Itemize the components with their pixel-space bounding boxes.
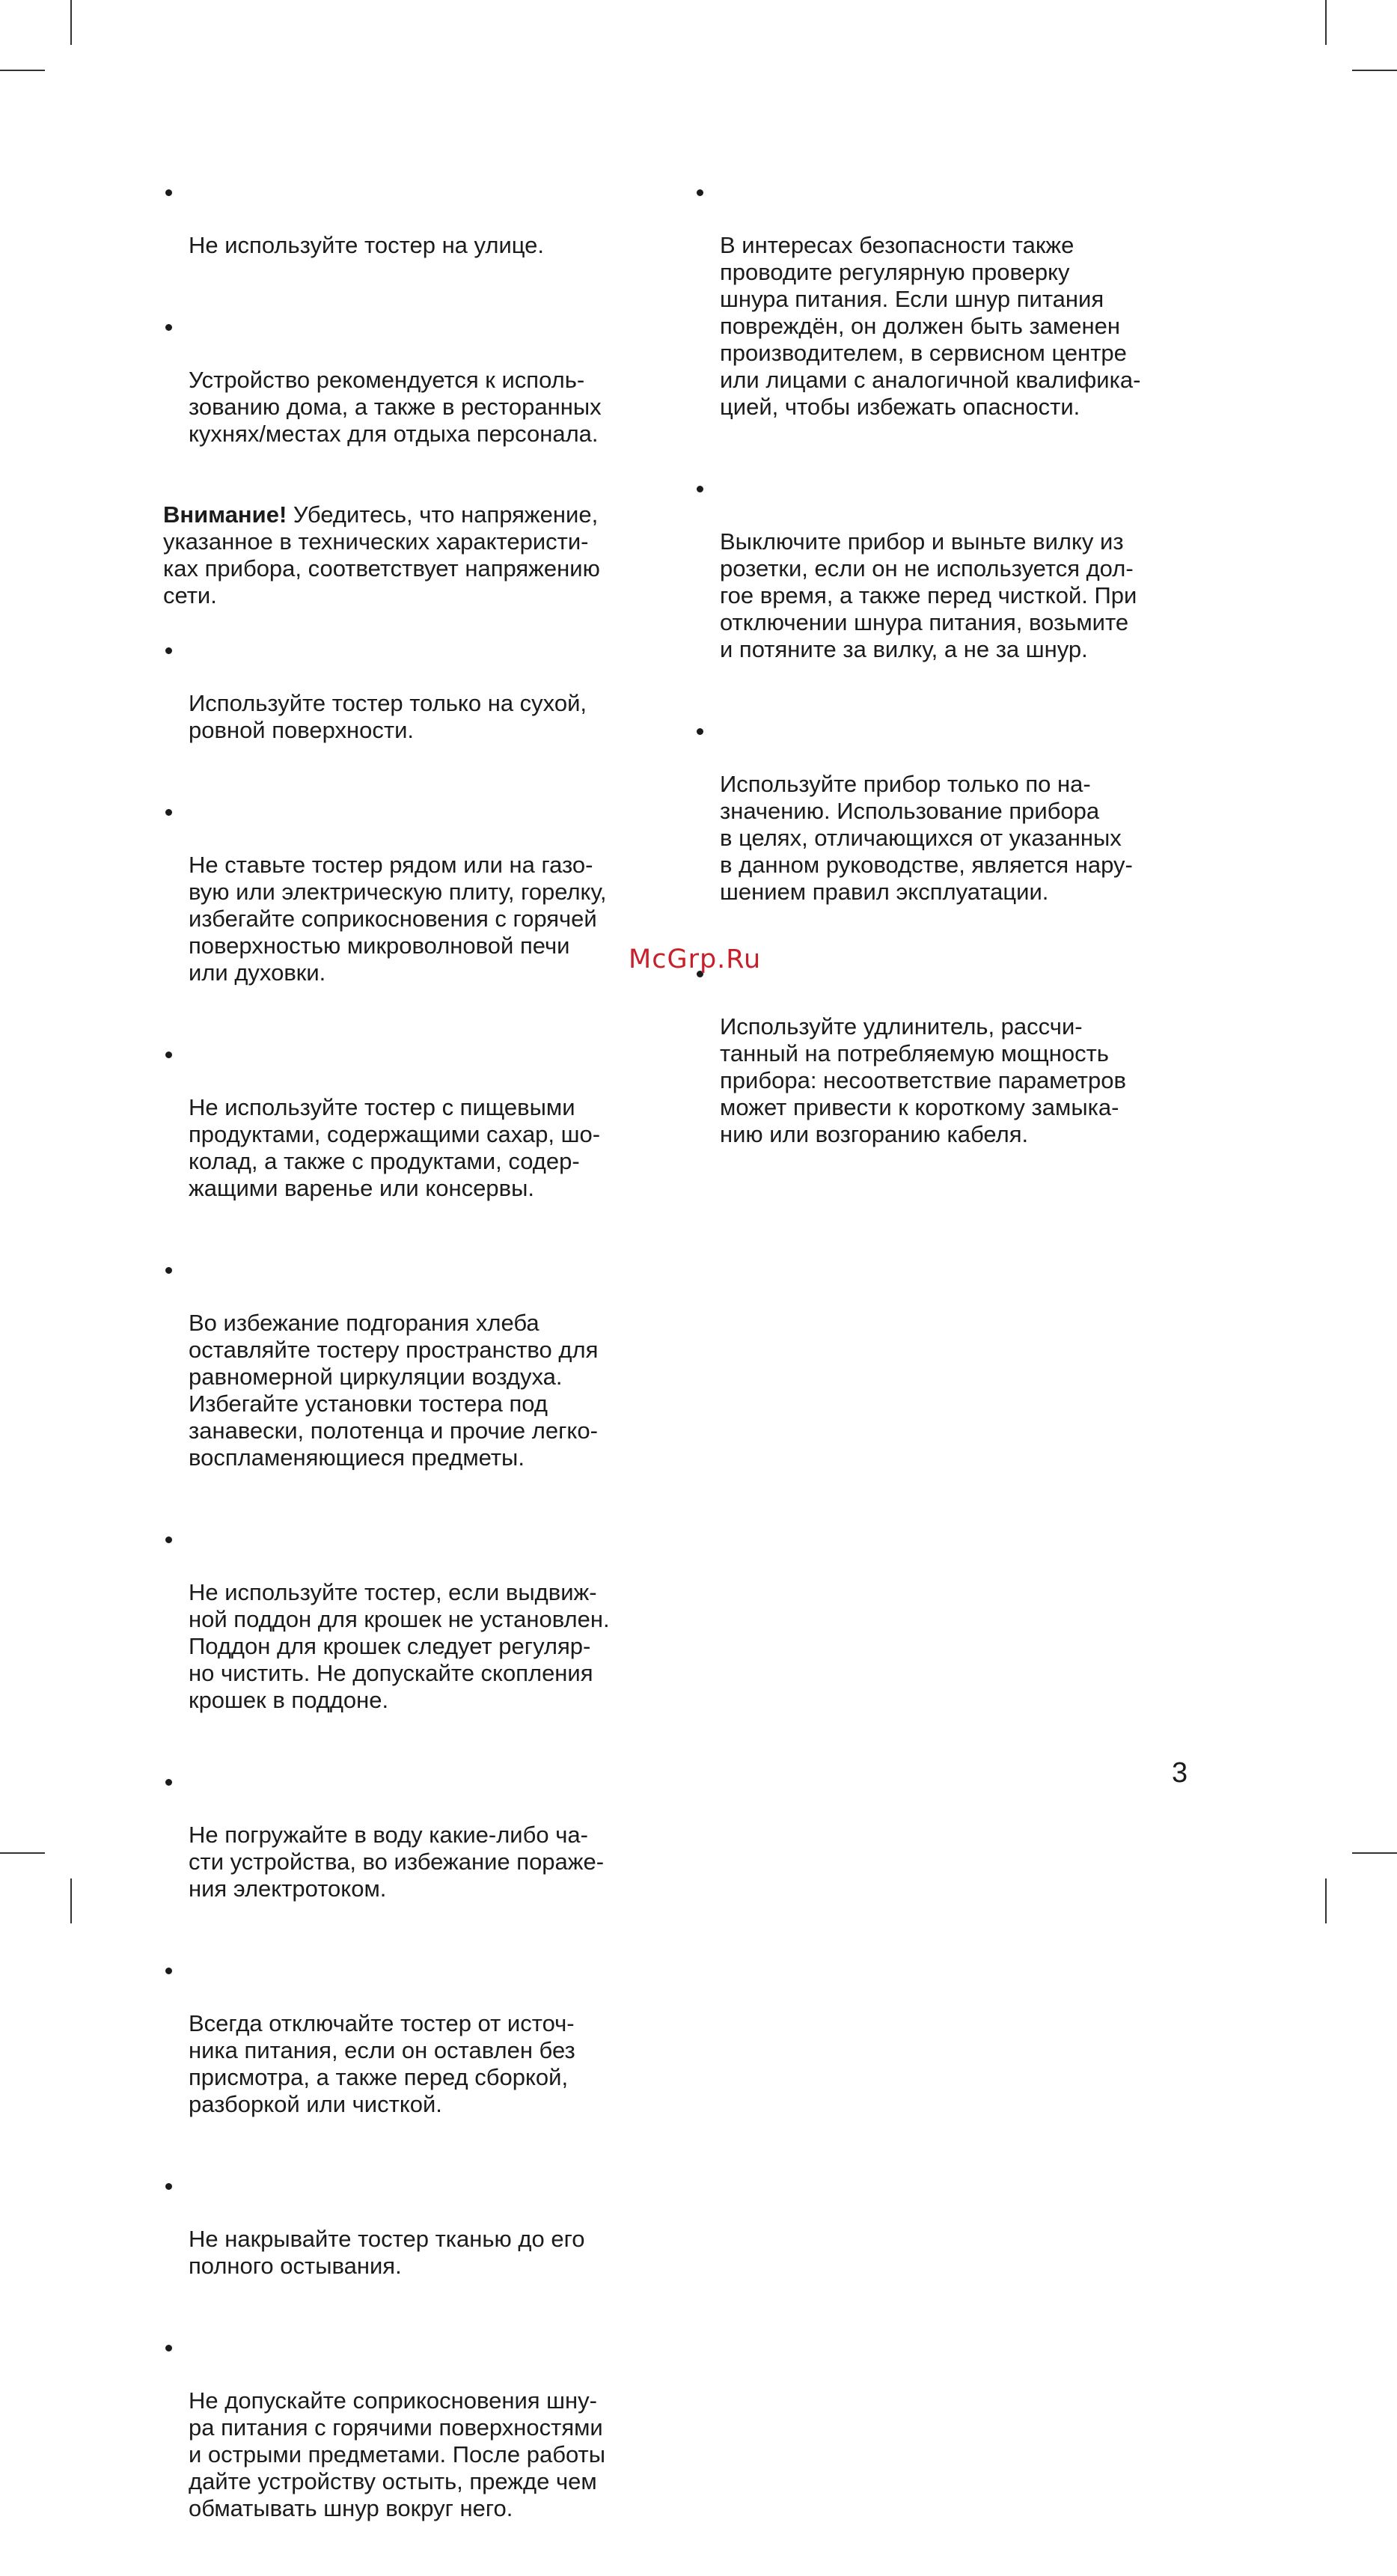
warning-text: Убедитесь, что напряжение, указанное в технических характеристи- ках прибора, соответствует напряжению сети. [163,501,600,608]
list-item-text: Во избежание подгорания хлеба оставляйте тостеру пространство для равномерной циркуляции воздуха. Избегайте установки тостера под занавески, полотенца и прочие легко- воспламеняющиеся предметы. [189,1310,599,1471]
list-item [694,178,1203,448]
warning-label: Внимание! [163,501,287,528]
list-item [163,636,672,771]
list-item-text: Не используйте тостер с пищевыми продуктами, содержащими сахар, шо- колад, а также с продуктами, содер- жащими варенье или консервы. [189,1094,601,1201]
crop-mark-bottom-right-horizontal [1352,1852,1397,1854]
crop-mark-top-right-horizontal [1352,70,1397,71]
page-number: 3 [1172,1757,1188,1789]
list-item [163,798,672,1013]
list-item-text: Не допускайте соприкосновения шну- ра питания с горячими поверхностями и острыми предметами. После работы дайте устройству остыть, прежде чем обматывать шнур вокруг него. [189,2387,606,2521]
list-item [163,178,672,286]
bullet-icon [165,647,172,654]
bullet-icon [697,486,703,492]
list-item [163,1956,672,2145]
list-item-text: В интересах безопасности также проводите регулярную проверку шнура питания. Если шнур питания повреждён, он должен быть заменен производителем, в сервисном центре или лицами с аналогичной квалифика- цией, чтобы избежать опасности. [720,232,1141,420]
crop-mark-top-right-vertical [1325,0,1327,45]
list-item [163,1040,672,1229]
list-item [163,1256,672,1498]
list-item-text: Всегда отключайте тостер от источ- ника питания, если он оставлен без присмотра, а также перед сборкой, разборкой или чисткой. [189,2010,575,2117]
list-item [694,959,1203,1175]
bullet-icon [165,1267,172,1274]
bullet-icon [697,728,703,735]
crop-mark-bottom-left-vertical [70,1878,72,1923]
list-item-text: Используйте прибор только по на- значению. Использование прибора в целях, отличающихся от указанных в данном руководстве, является нару- шением правил эксплуатации. [720,771,1133,905]
list-item [163,313,672,474]
right-column [694,178,1203,1202]
list-item [163,1768,672,1929]
bullet-icon [165,324,172,331]
list-item [694,474,1203,690]
list-item-text: Не используйте тостер, если выдвиж- ной поддон для крошек не установлен. Поддон для крошек следует регуляр- но чистить. Не допускайте скопления крошек в поддоне. [189,1579,610,1713]
list-item-text: Выключите прибор и выньте вилку из розетки, если он не используется дол- гое время, а также перед чисткой. При отключении шнура питания, возьмите и потяните за вилку, а не за шнур. [720,528,1137,662]
list-item-text: Не погружайте в воду какие-либо ча- сти устройства, во избежание пораже- ния электротоком. [189,1822,605,1902]
list-item-text: Не ставьте тостер рядом или на газо- вую или электрическую плиту, горелку, избегайте соприкосновения с горячей поверхностью микроволновой печи или духовки. [189,852,607,986]
crop-mark-top-left-horizontal [0,70,45,71]
bullet-icon [165,189,172,196]
crop-mark-bottom-right-vertical [1325,1878,1327,1923]
bullet-icon [165,2183,172,2190]
bullet-icon [165,1052,172,1058]
list-item-text: Используйте тостер только на сухой, ровной поверхности. [189,690,587,743]
list-item-text: Не накрывайте тостер тканью до его полного остывания. [189,2226,585,2279]
list-item [163,2172,672,2307]
crop-mark-top-left-vertical [70,0,72,45]
bullet-icon [165,809,172,816]
watermark: McGrp.Ru [629,944,762,974]
bullet-icon [165,1779,172,1786]
warning-paragraph [163,501,672,609]
list-item-text: Устройство рекомендуется к исполь- зованию дома, а также в ресторанных кухнях/местах для отдыха персонала. [189,367,602,447]
bullet-icon [165,1968,172,1974]
list-item-text: Не используйте тостер на улице. [189,232,545,258]
bullet-icon [165,1536,172,1543]
list-item [163,1525,672,1741]
left-column [163,178,672,2576]
crop-mark-bottom-left-horizontal [0,1852,45,1854]
list-item [694,717,1203,933]
list-item [163,2334,672,2549]
bullet-icon [165,2345,172,2351]
list-item-text: Используйте удлинитель, рассчи- танный на потребляемую мощность прибора: несоответствие параметров может привести к короткому замыка- нию или возгоранию кабеля. [720,1013,1126,1147]
bullet-icon [697,189,703,196]
